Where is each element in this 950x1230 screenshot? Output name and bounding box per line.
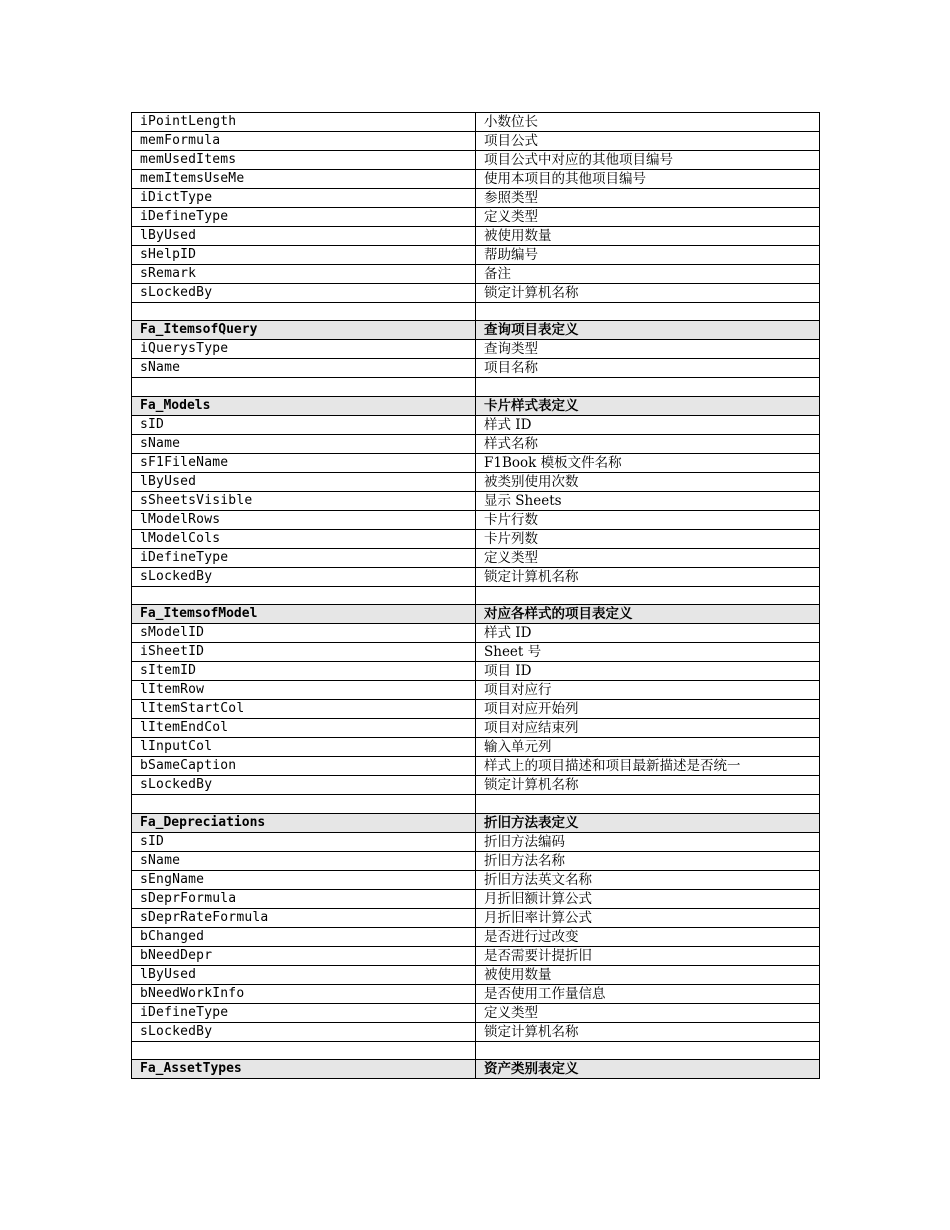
table-row (132, 567, 820, 586)
field-description-cell: Sheet 号 (476, 643, 820, 662)
field-name-cell: sDeprRateFormula (132, 908, 476, 927)
table-name-cell: Fa_Depreciations (132, 813, 476, 832)
table-row (132, 491, 820, 510)
field-name-cell (132, 586, 476, 604)
field-description-cell (476, 795, 820, 813)
table-row (132, 757, 820, 776)
field-description-cell: 显示 Sheets (476, 491, 820, 510)
field-description-cell (476, 378, 820, 396)
field-name-cell: sLockedBy (132, 1022, 476, 1041)
table-header-row (132, 1059, 820, 1078)
table-row (132, 227, 820, 246)
field-name-cell: bNeedWorkInfo (132, 984, 476, 1003)
field-description-cell: 项目对应结束列 (476, 719, 820, 738)
field-description-cell: 输入单元列 (476, 738, 820, 757)
table-row (132, 681, 820, 700)
field-description-cell: 使用本项目的其他项目编号 (476, 170, 820, 189)
table-description-cell: 资产类别表定义 (476, 1059, 820, 1078)
field-description-cell: 项目公式中对应的其他项目编号 (476, 151, 820, 170)
field-name-cell: sF1FileName (132, 453, 476, 472)
field-description-cell: 锁定计算机名称 (476, 284, 820, 303)
table-row (132, 927, 820, 946)
blank-row (132, 795, 820, 813)
table-row (132, 889, 820, 908)
field-name-cell: iPointLength (132, 113, 476, 132)
field-name-cell: sDeprFormula (132, 889, 476, 908)
field-description-cell (476, 1041, 820, 1059)
field-name-cell: lByUsed (132, 965, 476, 984)
field-name-cell: sID (132, 832, 476, 851)
field-description-cell: 锁定计算机名称 (476, 1022, 820, 1041)
field-name-cell: iDefineType (132, 1003, 476, 1022)
table-name-cell: Fa_AssetTypes (132, 1059, 476, 1078)
table-description-cell: 查询项目表定义 (476, 321, 820, 340)
table-row (132, 738, 820, 757)
field-description-cell: 卡片列数 (476, 529, 820, 548)
field-name-cell (132, 1041, 476, 1059)
table-row (132, 662, 820, 681)
table-row (132, 359, 820, 378)
blank-row (132, 303, 820, 321)
field-name-cell: lModelRows (132, 510, 476, 529)
table-row (132, 719, 820, 738)
field-description-cell: 被类别使用次数 (476, 472, 820, 491)
table-row (132, 265, 820, 284)
field-name-cell: bSameCaption (132, 757, 476, 776)
field-description-cell: 是否需要计提折旧 (476, 946, 820, 965)
table-row (132, 453, 820, 472)
field-name-cell: sLockedBy (132, 776, 476, 795)
table-row (132, 284, 820, 303)
field-name-cell: lItemStartCol (132, 700, 476, 719)
field-description-cell: 定义类型 (476, 548, 820, 567)
table-header-row (132, 605, 820, 624)
table-header-row (132, 321, 820, 340)
field-definition-table (131, 112, 820, 1079)
field-name-cell: iQuerysType (132, 340, 476, 359)
table-row (132, 776, 820, 795)
table-row (132, 1022, 820, 1041)
field-description-cell: 被使用数量 (476, 965, 820, 984)
field-name-cell: sID (132, 415, 476, 434)
table-row (132, 113, 820, 132)
table-name-cell: Fa_Models (132, 396, 476, 415)
table-row (132, 548, 820, 567)
table-row (132, 1003, 820, 1022)
field-name-cell: iSheetID (132, 643, 476, 662)
field-name-cell: bNeedDepr (132, 946, 476, 965)
field-description-cell: 项目名称 (476, 359, 820, 378)
table-row (132, 415, 820, 434)
table-description-cell: 折旧方法表定义 (476, 813, 820, 832)
table-row (132, 151, 820, 170)
field-description-cell: 是否使用工作量信息 (476, 984, 820, 1003)
field-name-cell (132, 378, 476, 396)
field-description-cell: 样式 ID (476, 415, 820, 434)
field-description-cell: 月折旧额计算公式 (476, 889, 820, 908)
field-name-cell: lByUsed (132, 472, 476, 491)
field-description-cell: 样式上的项目描述和项目最新描述是否统一 (476, 757, 820, 776)
field-description-cell: 被使用数量 (476, 227, 820, 246)
field-description-cell: 小数位长 (476, 113, 820, 132)
field-name-cell: sItemID (132, 662, 476, 681)
field-description-cell: 卡片行数 (476, 510, 820, 529)
blank-row (132, 378, 820, 396)
field-name-cell: iDefineType (132, 548, 476, 567)
field-description-cell: 锁定计算机名称 (476, 567, 820, 586)
table-name-cell: Fa_ItemsofModel (132, 605, 476, 624)
field-name-cell: lItemRow (132, 681, 476, 700)
table-row (132, 984, 820, 1003)
field-description-cell: F1Book 模板文件名称 (476, 453, 820, 472)
field-name-cell: memUsedItems (132, 151, 476, 170)
table-row (132, 189, 820, 208)
field-description-cell (476, 586, 820, 604)
field-name-cell: sRemark (132, 265, 476, 284)
table-row (132, 700, 820, 719)
table-row (132, 946, 820, 965)
field-name-cell: sModelID (132, 624, 476, 643)
table-row (132, 472, 820, 491)
field-name-cell: lInputCol (132, 738, 476, 757)
table-row (132, 851, 820, 870)
table-row (132, 624, 820, 643)
field-description-cell: 项目对应开始列 (476, 700, 820, 719)
field-description-cell: 参照类型 (476, 189, 820, 208)
field-description-cell: 项目公式 (476, 132, 820, 151)
field-description-cell: 锁定计算机名称 (476, 776, 820, 795)
table-row (132, 832, 820, 851)
field-name-cell (132, 303, 476, 321)
field-description-cell: 定义类型 (476, 208, 820, 227)
table-header-row (132, 813, 820, 832)
table-row (132, 208, 820, 227)
field-description-cell: 样式 ID (476, 624, 820, 643)
field-name-cell: sLockedBy (132, 284, 476, 303)
table-row (132, 434, 820, 453)
table-row (132, 170, 820, 189)
field-description-cell (476, 303, 820, 321)
field-name-cell: sHelpID (132, 246, 476, 265)
field-name-cell: sName (132, 434, 476, 453)
field-name-cell: sEngName (132, 870, 476, 889)
table-name-cell: Fa_ItemsofQuery (132, 321, 476, 340)
field-name-cell: memItemsUseMe (132, 170, 476, 189)
table-row (132, 965, 820, 984)
field-description-cell: 定义类型 (476, 1003, 820, 1022)
field-name-cell: sName (132, 851, 476, 870)
table-header-row (132, 396, 820, 415)
field-description-cell: 项目对应行 (476, 681, 820, 700)
field-name-cell: memFormula (132, 132, 476, 151)
field-description-cell: 月折旧率计算公式 (476, 908, 820, 927)
table-row (132, 510, 820, 529)
table-row (132, 132, 820, 151)
field-description-cell: 样式名称 (476, 434, 820, 453)
table-row (132, 340, 820, 359)
table-row (132, 908, 820, 927)
table-body (132, 113, 820, 1079)
field-description-cell: 折旧方法英文名称 (476, 870, 820, 889)
field-description-cell: 帮助编号 (476, 246, 820, 265)
field-description-cell: 折旧方法编码 (476, 832, 820, 851)
field-name-cell: iDictType (132, 189, 476, 208)
field-description-cell: 是否进行过改变 (476, 927, 820, 946)
field-description-cell: 项目 ID (476, 662, 820, 681)
table-row (132, 246, 820, 265)
field-name-cell: sLockedBy (132, 567, 476, 586)
field-name-cell: sName (132, 359, 476, 378)
field-name-cell: bChanged (132, 927, 476, 946)
blank-row (132, 1041, 820, 1059)
table-row (132, 643, 820, 662)
table-description-cell: 对应各样式的项目表定义 (476, 605, 820, 624)
field-name-cell: lModelCols (132, 529, 476, 548)
field-name-cell: lItemEndCol (132, 719, 476, 738)
field-description-cell: 折旧方法名称 (476, 851, 820, 870)
blank-row (132, 586, 820, 604)
field-name-cell (132, 795, 476, 813)
field-description-cell: 备注 (476, 265, 820, 284)
field-name-cell: iDefineType (132, 208, 476, 227)
field-description-cell: 查询类型 (476, 340, 820, 359)
table-description-cell: 卡片样式表定义 (476, 396, 820, 415)
field-name-cell: lByUsed (132, 227, 476, 246)
field-name-cell: sSheetsVisible (132, 491, 476, 510)
table-row (132, 870, 820, 889)
table-row (132, 529, 820, 548)
